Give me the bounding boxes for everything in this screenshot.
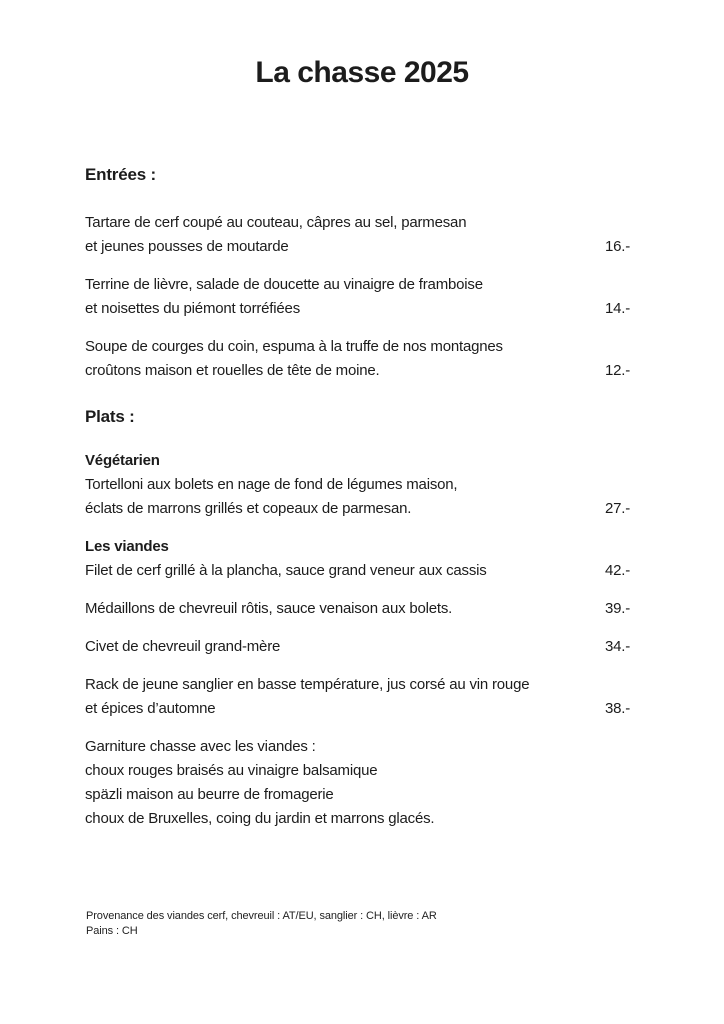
menu-item-price: 16.-: [605, 238, 631, 255]
subsection-vegetarien: [85, 449, 685, 521]
menu-item-line: Rack de jeune sanglier en basse température, jus corsé au vin rouge: [85, 676, 530, 693]
menu-body: [85, 162, 685, 831]
menu-item-line: Civet de chevreuil grand-mère: [85, 638, 281, 655]
menu-item-text: [85, 335, 605, 383]
menu-item-price: 27.-: [605, 500, 631, 517]
menu-item-line: Tartare de cerf coupé au couteau, câpres au sel, parmesan: [85, 214, 467, 231]
menu-item-price: 39.-: [605, 600, 631, 617]
menu-item-line: et jeunes pousses de moutarde: [85, 238, 289, 255]
menu-item-price: 34.-: [605, 638, 631, 655]
menu-item-line: Médaillons de chevreuil rôtis, sauce venaison aux bolets.: [85, 600, 453, 617]
menu-item-price: 42.-: [605, 562, 631, 579]
section-heading-entrees: Entrées :: [85, 165, 156, 184]
garniture-line: Garniture chasse avec les viandes :: [85, 738, 316, 755]
menu-item-text: [85, 473, 605, 521]
section-heading-plats: Plats :: [85, 407, 135, 426]
menu-item-text: [85, 673, 605, 721]
menu-item-price: 12.-: [605, 362, 631, 379]
section-plats: [85, 404, 685, 831]
menu-item-soupe: [85, 335, 685, 383]
menu-item-civet: [85, 635, 685, 659]
page-title: La chasse 2025: [255, 56, 469, 89]
provenance-footer: [86, 909, 437, 939]
menu-item-medaillons: [85, 597, 685, 621]
section-entrees: [85, 162, 685, 383]
garniture-line: choux de Bruxelles, coing du jardin et marrons glacés.: [85, 810, 435, 827]
provenance-line: Provenance des viandes cerf, chevreuil : AT/EU, sanglier : CH, lièvre : AR: [86, 910, 437, 922]
menu-item-line: Soupe de courges du coin, espuma à la truffe de nos montagnes: [85, 338, 503, 355]
menu-item-price: 38.-: [605, 700, 631, 717]
menu-item-tartare: [85, 211, 685, 259]
menu-item-filet-de-cerf: [85, 559, 685, 583]
provenance-line: Pains : CH: [86, 925, 138, 937]
menu-item-text: [85, 273, 605, 321]
menu-item-line: et épices d’automne: [85, 700, 216, 717]
menu-item-line: Tortelloni aux bolets en nage de fond de légumes maison,: [85, 476, 458, 493]
menu-item-rack-sanglier: [85, 673, 685, 721]
subheading-vegetarien: Végétarien: [85, 452, 160, 469]
garniture-note: [85, 735, 685, 831]
menu-item-text: [85, 559, 605, 583]
garniture-line: späzli maison au beurre de fromagerie: [85, 786, 334, 803]
menu-item-line: Filet de cerf grillé à la plancha, sauce grand veneur aux cassis: [85, 562, 487, 579]
menu-item-text: [85, 211, 605, 259]
menu-item-line: et noisettes du piémont torréfiées: [85, 300, 300, 317]
menu-item-line: croûtons maison et rouelles de tête de moine.: [85, 362, 380, 379]
menu-item-terrine: [85, 273, 685, 321]
menu-item-line: Terrine de lièvre, salade de doucette au vinaigre de framboise: [85, 276, 483, 293]
menu-item-text: [85, 635, 605, 659]
menu-item-tortelloni: [85, 473, 685, 521]
menu-item-price: 14.-: [605, 300, 631, 317]
subheading-les-viandes: Les viandes: [85, 538, 169, 555]
subsection-les-viandes: [85, 535, 685, 721]
menu-item-text: [85, 597, 605, 621]
menu-item-line: éclats de marrons grillés et copeaux de parmesan.: [85, 500, 412, 517]
garniture-line: choux rouges braisés au vinaigre balsamique: [85, 762, 378, 779]
